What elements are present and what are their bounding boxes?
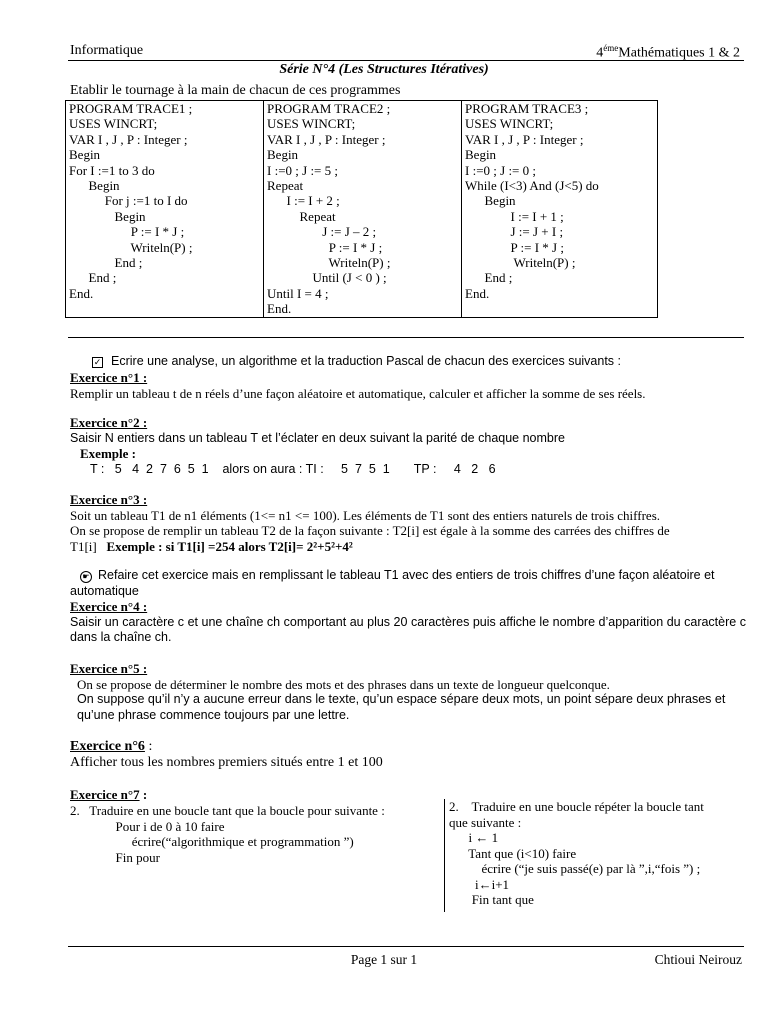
exercise-4-title: Exercice n°4 :	[70, 599, 148, 614]
exercise-3-title: Exercice n°3 :	[70, 492, 148, 507]
program-trace3: PROGRAM TRACE3 ; USES WINCRT; VAR I , J , P : Integer ; Begin I :=0 ; J := 0 ; While (I<3) And (J<5) do Begin I := I + 1 ; J := J + I ; P := I * J ; Writeln(P) ; End ; End.	[462, 101, 658, 318]
page-number: Page 1 sur 1	[350, 952, 418, 967]
exercise-5	[70, 661, 746, 723]
exercise-6-title: Exercice n°6	[70, 739, 145, 754]
section-rule	[68, 337, 744, 338]
exercise-3-line3: T1[i] Exemple : si T1[i] =254 alors T2[i]= 2²+5²+4²	[70, 538, 353, 554]
intro-text: Etablir le tournage à la main de chacun de ces programmes	[70, 83, 401, 98]
exercise-7-divider	[444, 799, 445, 912]
program-trace2: PROGRAM TRACE2 ; USES WINCRT; VAR I , J , P : Integer ; Begin I :=0 ; J := 5 ; Repeat I := I + 2 ; Repeat J := J – 2 ; P := I * J ; Writeln(P) ; Until (J < 0 ) ; Until I = 4 ; End.	[264, 101, 462, 318]
exercise-6: Exercice n°6 : Afficher tous les nombres premiers situés entre 1 et 100	[70, 739, 746, 771]
exercise-3-line1: Soit un tableau T1 de n1 éléments (1<= n1 <= 100). Les éléments de T1 sont des entiers naturels de trois chiffres.	[70, 507, 661, 523]
exercise-3-line2: On se propose de remplir un tableau T2 de la façon suivante : T2[i] est égale à la somme des carrées des chiffres de	[70, 523, 670, 538]
pointing-hand-icon: ☛	[80, 571, 92, 583]
exercise-7-right: 2. Traduire en une boucle répéter la boucle tant que suivante : i ← 1 Tant que (i<10) faire écrire (“je suis passé(e) par là ”,i,“fois ”) ; i←i+1 Fin tant que	[449, 799, 704, 907]
author-name: Chtioui Neirouz	[654, 952, 742, 967]
exercise-1	[70, 370, 746, 401]
header-class: $4^{éme}Mathématiques$ 1 & 2	[596, 43, 740, 61]
exercise-5-line1: On se propose de déterminer le nombre des mots et des phrases dans un texte de longueur quelconque.	[77, 676, 610, 692]
exercise-4	[70, 599, 746, 646]
exercise-7-title-line: Exercice n°7 :	[70, 787, 148, 802]
checkbox-icon: ✓	[93, 357, 102, 367]
header-rule	[68, 60, 744, 61]
footer-rule	[68, 946, 744, 947]
exercise-7-title: Exercice n°7	[70, 787, 140, 802]
header-subject: Informatique	[70, 43, 144, 58]
exercise-1-title: Exercice n°1 :	[70, 370, 148, 385]
exercise-2-title: Exercice n°2 :	[70, 415, 148, 430]
programs-table	[65, 100, 658, 318]
exercise-3-redo: ☛ Refaire cet exercice mais en remplissant le tableau T1 avec des entiers de trois chiffres d’une façon aléatoire et automatique	[70, 568, 715, 598]
exercise-2-example: T : 5 4 2 7 6 5 1 alors on aura : TI : 5 7 5 1 TP : 4 2 6	[90, 461, 496, 476]
exercise-2-text: Saisir N entiers dans un tableau T et l’éclater en deux suivant la parité de chaque nombre	[70, 430, 565, 445]
exercise-6-text: Afficher tous les nombres premiers situés entre 1 et 100	[70, 755, 383, 770]
page-title: Série N°4 (Les Structures Itératives)	[279, 62, 489, 77]
exercise-5-title: Exercice n°5 :	[70, 661, 148, 676]
exercise-2	[70, 415, 746, 477]
exercise-4-text: Saisir un caractère c et une chaîne ch comportant au plus 20 caractères puis affiche le nombre d’apparition du caractère c dans la chaîne ch.	[70, 614, 746, 644]
exercise-7-left: 2. Traduire en une boucle tant que la boucle pour suivante : Pour i de 0 à 10 faire écrire(“algorithmique et programmation ”) Fin pour	[70, 803, 385, 865]
exercise-2-example-label: Exemple :	[80, 446, 136, 461]
exercise-3	[70, 492, 746, 554]
exercise-5-line2: On suppose qu’il n’y a aucune erreur dans le texte, qu’un espace sépare deux mots, un point sépare deux phrases et qu’une phrase commence toujours par une lettre.	[77, 692, 726, 722]
program-trace1: PROGRAM TRACE1 ; USES WINCRT; VAR I , J , P : Integer ; Begin For I :=1 to 3 do Begin For j :=1 to I do Begin P := I * J ; Writeln(P) ; End ; End ; End.	[66, 101, 264, 318]
instruction-line: ✓ Ecrire une analyse, un algorithme et la traduction Pascal de chacun des exercices suivants :	[93, 354, 621, 368]
exercise-1-text: Remplir un tableau t de n réels d’une façon aléatoire et automatique, calculer et afficher la somme de ses réels.	[70, 385, 646, 401]
